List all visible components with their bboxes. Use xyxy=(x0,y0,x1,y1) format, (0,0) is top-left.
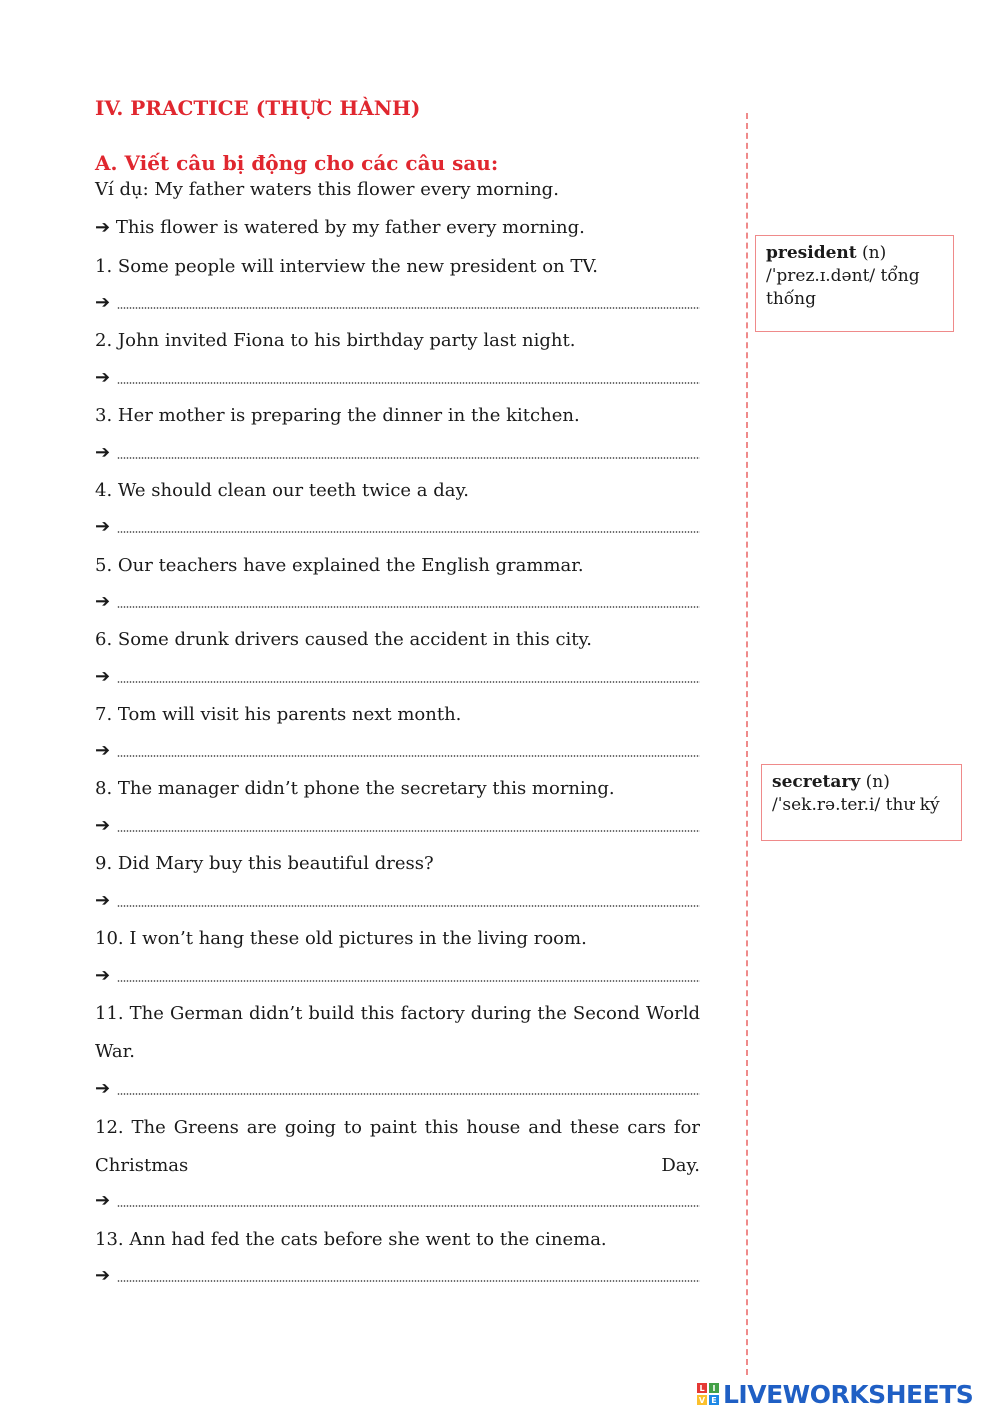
section-title: IV. PRACTICE (THỰC HÀNH) xyxy=(95,96,421,120)
question-13: 13. Ann had fed the cats before she went to the cinema. xyxy=(95,1229,607,1250)
answer-row-5 xyxy=(95,591,700,613)
answer-input-7[interactable] xyxy=(117,755,700,757)
arrow-icon: ➔ xyxy=(95,1265,111,1286)
arrow-icon: ➔ xyxy=(95,890,111,911)
answer-input-13[interactable] xyxy=(117,1280,700,1282)
answer-input-8[interactable] xyxy=(117,830,700,832)
answer-input-9[interactable] xyxy=(117,905,700,907)
margin-divider xyxy=(746,113,748,1375)
vocab-word: secretary xyxy=(772,772,861,792)
answer-row-12 xyxy=(95,1190,700,1212)
answer-input-2[interactable] xyxy=(117,382,700,384)
answer-input-1[interactable] xyxy=(117,307,700,309)
vocab-meaning: /ˈsek.rə.ter.i/ thư ký xyxy=(772,795,940,815)
arrow-icon: ➔ xyxy=(95,591,111,612)
answer-input-6[interactable] xyxy=(117,681,700,683)
answer-input-4[interactable] xyxy=(117,531,700,533)
question-9: 9. Did Mary buy this beautiful dress? xyxy=(95,853,434,874)
answer-row-9 xyxy=(95,890,700,912)
logo-letter: V xyxy=(698,1395,706,1405)
question-10: 10. I won’t hang these old pictures in the living room. xyxy=(95,928,587,949)
logo-letter: E xyxy=(709,1395,719,1405)
example-answer-text: This flower is watered by my father every morning. xyxy=(115,217,585,238)
question-2: 2. John invited Fiona to his birthday party last night. xyxy=(95,330,576,351)
example-answer xyxy=(95,217,585,238)
arrow-icon: ➔ xyxy=(95,516,111,537)
question-8: 8. The manager didn’t phone the secretary this morning. xyxy=(95,778,615,799)
answer-input-11[interactable] xyxy=(117,1093,700,1095)
arrow-icon: ➔ xyxy=(95,815,111,836)
brand-name: LIVEWORKSHEETS xyxy=(723,1379,974,1409)
question-6: 6. Some drunk drivers caused the accident in this city. xyxy=(95,629,593,650)
arrow-icon: ➔ xyxy=(95,367,111,388)
vocab-word: president xyxy=(766,243,857,263)
vocab-pos: (n) xyxy=(865,772,890,792)
answer-row-3 xyxy=(95,442,700,464)
question-12: 12. The Greens are going to paint this house and these cars for Christmas Day. xyxy=(95,1117,700,1176)
arrow-icon: ➔ xyxy=(95,740,111,761)
answer-row-8 xyxy=(95,815,700,837)
answer-row-6 xyxy=(95,666,700,688)
answer-input-12[interactable] xyxy=(117,1205,700,1207)
arrow-icon: ➔ xyxy=(95,442,111,463)
answer-row-13 xyxy=(95,1265,700,1287)
vocab-meaning: /ˈprez.ɪ.dənt/ tổng thống xyxy=(766,266,920,309)
answer-row-1 xyxy=(95,292,700,314)
question-5: 5. Our teachers have explained the English grammar. xyxy=(95,555,584,576)
arrow-icon: ➔ xyxy=(95,292,111,313)
arrow-icon: ➔ xyxy=(95,1190,111,1211)
arrow-icon: ➔ xyxy=(95,1078,111,1099)
answer-row-2 xyxy=(95,367,700,389)
arrow-icon: ➔ xyxy=(95,965,111,986)
answer-row-4 xyxy=(95,516,700,538)
liveworksheets-logo-icon xyxy=(697,1383,719,1405)
answer-row-10 xyxy=(95,965,700,987)
question-1: 1. Some people will interview the new president on TV. xyxy=(95,256,598,277)
vocab-box-secretary xyxy=(761,764,962,841)
vocab-box-president xyxy=(755,235,954,332)
arrow-icon: ➔ xyxy=(95,666,111,687)
answer-input-3[interactable] xyxy=(117,457,700,459)
footer-brand xyxy=(697,1374,973,1414)
question-7: 7. Tom will visit his parents next month. xyxy=(95,704,462,725)
logo-letter: I xyxy=(709,1383,719,1393)
answer-input-5[interactable] xyxy=(117,606,700,608)
question-3: 3. Her mother is preparing the dinner in the kitchen. xyxy=(95,405,580,426)
example-sentence: Ví dụ: My father waters this flower every morning. xyxy=(95,179,559,200)
exercise-title: A. Viết câu bị động cho các câu sau: xyxy=(95,151,499,175)
answer-row-11 xyxy=(95,1078,700,1100)
arrow-icon: ➔ xyxy=(95,217,111,238)
answer-row-7 xyxy=(95,740,700,762)
vocab-pos: (n) xyxy=(862,243,887,263)
question-4: 4. We should clean our teeth twice a day. xyxy=(95,480,470,501)
answer-input-10[interactable] xyxy=(117,980,700,982)
question-11: 11. The German didn’t build this factory during the Second World War. xyxy=(95,1003,700,1062)
logo-letter: L xyxy=(697,1383,707,1393)
